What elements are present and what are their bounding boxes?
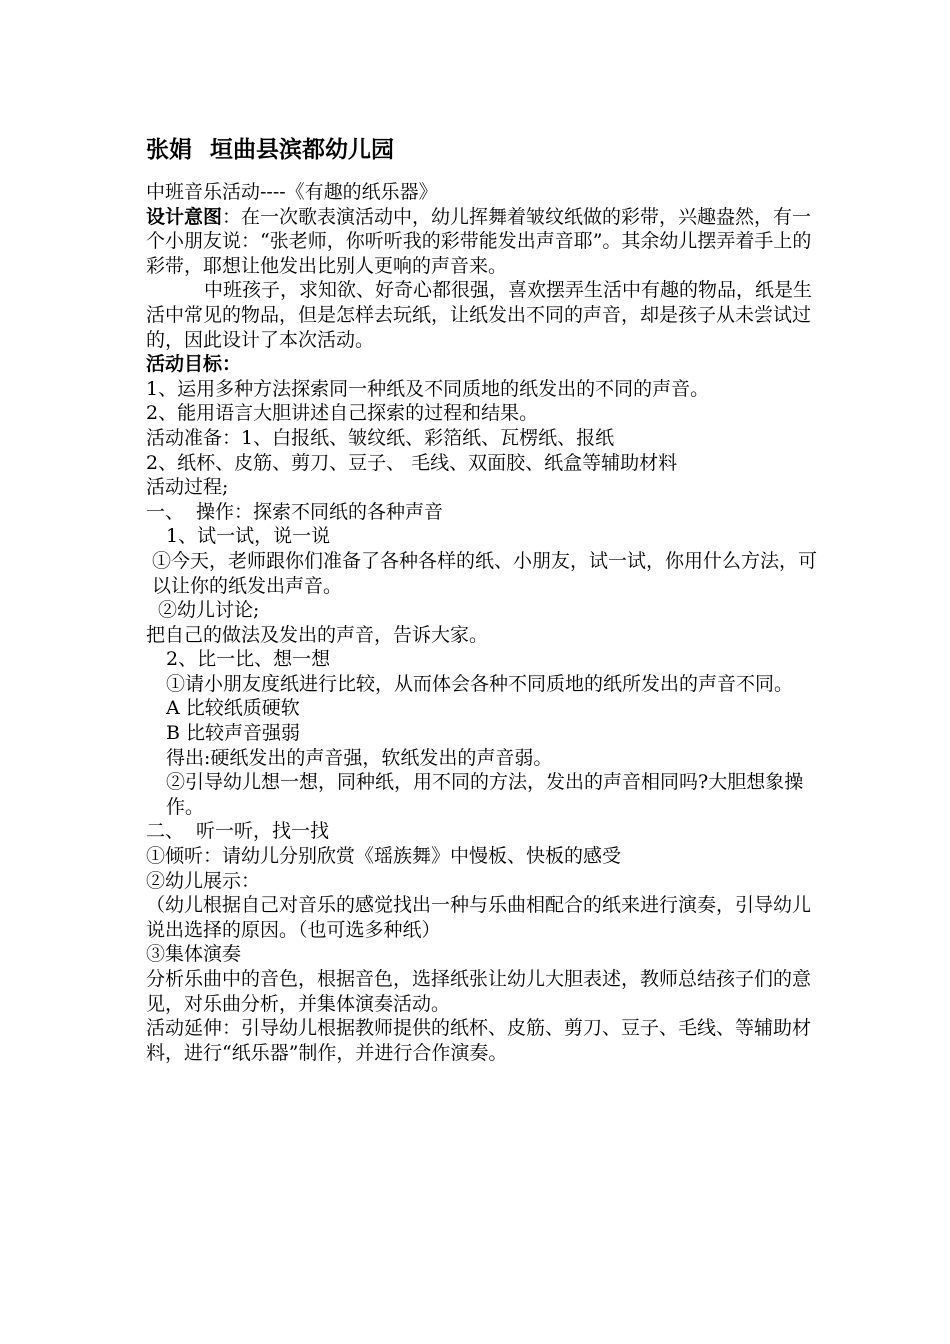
process-heading: 活动过程;: [146, 476, 229, 499]
document-page: [146, 134, 821, 1065]
activity-subtitle: 中班音乐活动----《有趣的纸乐器》: [146, 181, 438, 203]
design-intent-paragraph-2: 中班孩子，求知欲、好奇心都很强，喜欢摆弄生活中有趣的物品，纸是生活中常见的物品，但是怎样去玩纸，让纸发出不同的声音，却是孩子从未尝试过的，因此设计了本次活动。: [146, 279, 813, 351]
design-intent-paragraph: [146, 205, 821, 279]
step-2-4: ③集体演奏: [146, 943, 242, 966]
step-1-2-heading: 2、比一比、想一想: [166, 648, 331, 671]
goal-item-1: 1、运用多种方法探索同一种纸及不同质地的纸发出的不同的声音。: [146, 377, 710, 400]
design-intent-label: 设计意图: [146, 205, 223, 228]
goal-item-2: 2、能用语言大胆讲述自己探索的过程和结果。: [146, 402, 539, 425]
section-2-title: 听一听，找一找: [196, 820, 330, 843]
preparation-line-2: 2、纸杯、皮筋、剪刀、豆子、 毛线、双面胶、纸盒等辅助材料: [146, 451, 678, 474]
step-1-1-c: 把自己的做法及发出的声音，告诉大家。: [146, 623, 489, 646]
section-1-number: 一、: [146, 500, 185, 523]
step-1-2-c: 得出:硬纸发出的声音强，软纸发出的声音弱。: [166, 746, 553, 769]
author-name: 张娟: [146, 136, 192, 163]
step-1-2-A: A 比较纸质硬软: [166, 697, 300, 720]
design-intent-text: ：在一次歌表演活动中，幼儿挥舞着皱纹纸做的彩带，兴趣盎然，有一个小朋友说：“张老师，你听听我的彩带能发出声音耶”。其余幼儿摆弄着手上的彩带，耶想让他发出比别人更响的声音来。: [146, 205, 812, 277]
step-2-5: 分析乐曲中的音色，根据音色，选择纸张让幼儿大胆表述，教师总结孩子们的意见，对乐曲分析，并集体演奏活动。: [146, 968, 812, 1015]
step-2-1: ①倾听：请幼儿分别欣赏《瑶族舞》中慢板、快板的感受: [146, 845, 622, 868]
activity-extension: 活动延伸：引导幼儿根据教师提供的纸杯、皮筋、剪刀、豆子、毛线、等辅助材料，进行“纸乐器”制作，并进行合作演奏。: [146, 1017, 812, 1064]
step-1-2-B: B 比较声音强弱: [166, 722, 301, 745]
step-2-3: （幼儿根据自己对音乐的感觉找出一种与乐曲相配合的纸来进行演奏，引导幼儿说出选择的原因。（也可选多种纸）: [146, 894, 812, 941]
step-1-2-a: ①请小朋友度纸进行比较，从而体会各种不同质地的纸所发出的声音不同。: [166, 672, 794, 695]
document-title: [146, 134, 821, 166]
goals-heading: 活动目标：: [146, 353, 242, 376]
section-2-heading: [146, 819, 821, 844]
school-name: 垣曲县滨都幼儿园: [210, 136, 394, 163]
step-1-1-a: ①今天，老师跟你们准备了各种各样的纸、小朋友，试一试，你用什么方法，可以让你的纸发出声音。: [152, 549, 818, 597]
step-1-1-heading: 1、试一试，说一说: [166, 525, 331, 548]
step-1-1-b: ②幼儿讨论;: [158, 599, 260, 622]
preparation-line-1: 活动准备：1、白报纸、皱纹纸、彩箔纸、瓦楞纸、报纸: [146, 426, 615, 449]
section-1-heading: [146, 500, 821, 525]
step-1-2-d: ②引导幼儿想一想，同种纸，用不同的方法，发出的声音相同吗?大胆想象操作。: [166, 771, 804, 818]
section-1-title: 操作：探索不同纸的各种声音: [196, 500, 444, 523]
step-2-2: ②幼儿展示：: [146, 869, 261, 892]
section-2-number: 二、: [146, 820, 185, 843]
